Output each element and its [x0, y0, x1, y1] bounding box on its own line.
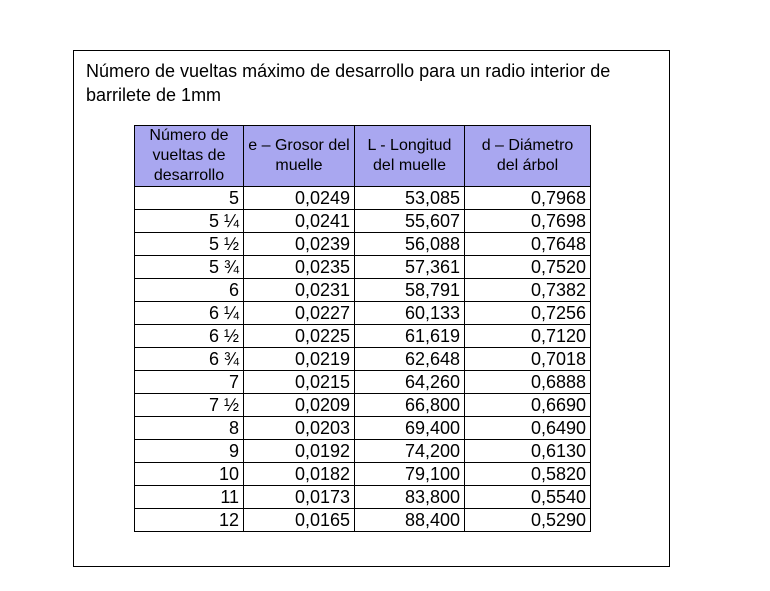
table-row	[135, 233, 591, 256]
cell-diameter: 0,6690	[465, 394, 591, 417]
cell-thickness: 0,0215	[244, 371, 355, 394]
cell-thickness: 0,0235	[244, 256, 355, 279]
spring-data-table	[134, 125, 591, 532]
cell-turns: 9	[135, 440, 244, 463]
cell-thickness: 0,0182	[244, 463, 355, 486]
header-turns: Número de vueltas de desarrollo	[135, 126, 244, 187]
cell-diameter: 0,7018	[465, 348, 591, 371]
table-row	[135, 394, 591, 417]
cell-thickness: 0,0239	[244, 233, 355, 256]
cell-diameter: 0,5540	[465, 486, 591, 509]
cell-thickness: 0,0165	[244, 509, 355, 532]
cell-diameter: 0,7698	[465, 210, 591, 233]
header-length: L - Longitud del muelle	[355, 126, 465, 187]
cell-length: 60,133	[355, 302, 465, 325]
cell-turns: 5 ¼	[135, 210, 244, 233]
table-row	[135, 486, 591, 509]
table-row	[135, 210, 591, 233]
table-row	[135, 302, 591, 325]
cell-diameter: 0,7520	[465, 256, 591, 279]
cell-diameter: 0,6490	[465, 417, 591, 440]
cell-length: 64,260	[355, 371, 465, 394]
cell-length: 56,088	[355, 233, 465, 256]
cell-length: 83,800	[355, 486, 465, 509]
cell-turns: 5 ½	[135, 233, 244, 256]
document-frame	[73, 50, 670, 567]
table-row	[135, 440, 591, 463]
cell-turns: 12	[135, 509, 244, 532]
table-row	[135, 279, 591, 302]
cell-diameter: 0,7120	[465, 325, 591, 348]
header-thickness: e – Grosor del muelle	[244, 126, 355, 187]
cell-length: 62,648	[355, 348, 465, 371]
table-row	[135, 325, 591, 348]
table-row	[135, 371, 591, 394]
cell-thickness: 0,0173	[244, 486, 355, 509]
cell-length: 53,085	[355, 187, 465, 210]
cell-turns: 6 ¾	[135, 348, 244, 371]
table-header-row	[135, 126, 591, 187]
cell-turns: 7 ½	[135, 394, 244, 417]
cell-turns: 6 ¼	[135, 302, 244, 325]
cell-length: 55,607	[355, 210, 465, 233]
cell-diameter: 0,7382	[465, 279, 591, 302]
cell-length: 74,200	[355, 440, 465, 463]
cell-turns: 6 ½	[135, 325, 244, 348]
cell-turns: 10	[135, 463, 244, 486]
cell-turns: 6	[135, 279, 244, 302]
cell-diameter: 0,7256	[465, 302, 591, 325]
table-row	[135, 509, 591, 532]
cell-turns: 7	[135, 371, 244, 394]
cell-thickness: 0,0219	[244, 348, 355, 371]
cell-length: 57,361	[355, 256, 465, 279]
cell-diameter: 0,5290	[465, 509, 591, 532]
header-diameter: d – Diámetro del árbol	[465, 126, 591, 187]
cell-thickness: 0,0231	[244, 279, 355, 302]
cell-length: 79,100	[355, 463, 465, 486]
cell-turns: 11	[135, 486, 244, 509]
cell-diameter: 0,7968	[465, 187, 591, 210]
cell-turns: 8	[135, 417, 244, 440]
cell-length: 88,400	[355, 509, 465, 532]
cell-thickness: 0,0225	[244, 325, 355, 348]
cell-thickness: 0,0227	[244, 302, 355, 325]
cell-thickness: 0,0241	[244, 210, 355, 233]
table-row	[135, 348, 591, 371]
cell-diameter: 0,6888	[465, 371, 591, 394]
table-row	[135, 417, 591, 440]
cell-length: 58,791	[355, 279, 465, 302]
cell-turns: 5 ¾	[135, 256, 244, 279]
cell-length: 61,619	[355, 325, 465, 348]
cell-thickness: 0,0209	[244, 394, 355, 417]
document-title: Número de vueltas máximo de desarrollo para un radio interior de barrilete de 1mm	[86, 61, 611, 105]
cell-length: 66,800	[355, 394, 465, 417]
cell-length: 69,400	[355, 417, 465, 440]
cell-diameter: 0,6130	[465, 440, 591, 463]
table-row	[135, 187, 591, 210]
cell-thickness: 0,0192	[244, 440, 355, 463]
cell-turns: 5	[135, 187, 244, 210]
table-row	[135, 463, 591, 486]
table-row	[135, 256, 591, 279]
cell-thickness: 0,0203	[244, 417, 355, 440]
cell-diameter: 0,7648	[465, 233, 591, 256]
cell-diameter: 0,5820	[465, 463, 591, 486]
cell-thickness: 0,0249	[244, 187, 355, 210]
